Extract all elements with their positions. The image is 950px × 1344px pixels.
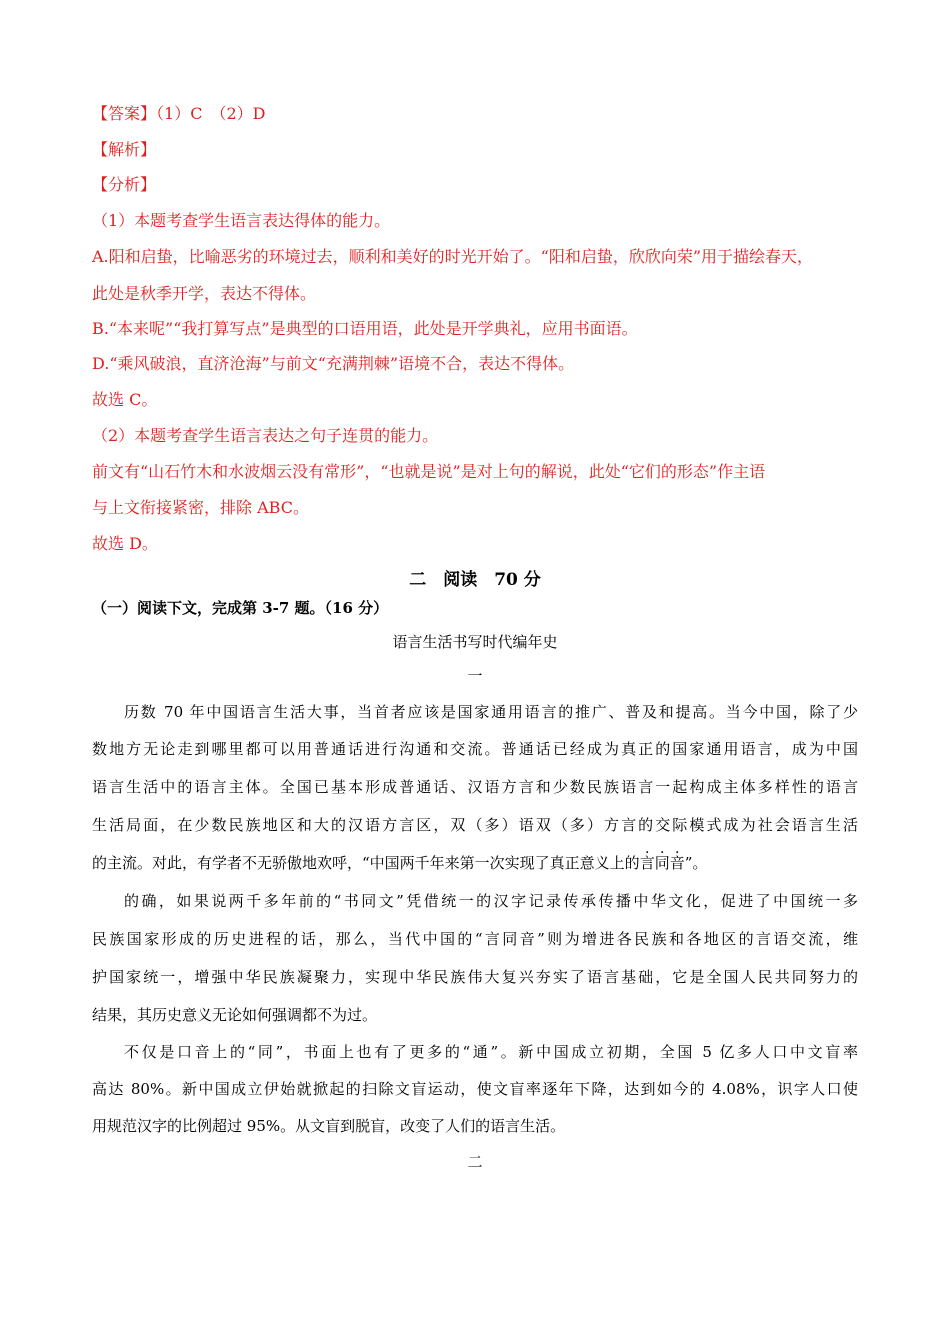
emphasis-char: 同 bbox=[654, 854, 670, 872]
q2-line2: 与上文衔接紧密，排除 ABC。 bbox=[92, 498, 309, 517]
section-subheading: （一）阅读下文，完成第 3-7 题。（16 分） bbox=[92, 599, 389, 617]
q1-option-d: D.“乘风破浪，直济沧海”与前文“充满荆棘”语境不合，表达不得体。 bbox=[92, 354, 575, 373]
article-p1-line: 历数 70 年中国语言生活大事，当首者应该是国家通用语言的推广、普及和提高。当今中国，除了少 bbox=[124, 703, 858, 721]
q2-line1: 前文有“山石竹木和水波烟云没有常形”，“也就是说”是对上句的解说，此处“它们的形态”作主语 bbox=[92, 462, 766, 481]
q1-conclusion: 故选 C。 bbox=[92, 390, 158, 409]
section-heading: 二 阅读 70 分 bbox=[409, 570, 541, 590]
fenxi-tag: 【分析】 bbox=[92, 175, 157, 194]
emphasis-char: 音 bbox=[669, 854, 685, 872]
article-p1-line: 生活局面，在少数民族地区和大的汉语方言区，双（多）语双（多）方言的交际模式成为社会语言生活 bbox=[92, 816, 858, 834]
article-p2-line: 护国家统一，增强中华民族凝聚力，实现中华民族伟大复兴夯实了语言基础，它是全国人民共同努力的 bbox=[92, 968, 858, 986]
q2-conclusion: 故选 D。 bbox=[92, 534, 158, 553]
q1-option-a-line1: A.阳和启蛰，比喻恶劣的环境过去，顺利和美好的时光开始了。“阳和启蛰，欣欣向荣”用于描绘春天， bbox=[92, 247, 814, 266]
q2-intro: （2）本题考查学生语言表达之句子连贯的能力。 bbox=[92, 426, 439, 445]
q1-option-a-line2: 此处是秋季开学，表达不得体。 bbox=[92, 284, 317, 303]
q1-option-b: B.“本来呢”“我打算写点”是典型的口语用语，此处是开学典礼，应用书面语。 bbox=[92, 319, 638, 338]
analysis-tag: 【解析】 bbox=[92, 140, 157, 159]
article-part-2-marker: 二 bbox=[467, 1153, 483, 1171]
answer-tag: 【答案】 bbox=[92, 104, 157, 123]
answer-text: （1）C （2）D bbox=[156, 104, 266, 123]
article-p1-line: 数地方无论走到哪里都可以用普通话进行沟通和交流。普通话已经成为真正的国家通用语言，成为中国 bbox=[92, 740, 858, 758]
article-p3-line: 用规范汉字的比例超过 95%。从文盲到脱盲，改变了人们的语言生活。 bbox=[92, 1117, 566, 1135]
article-p1-last-suffix: ”。 bbox=[684, 854, 708, 872]
article-p1-last-line bbox=[92, 852, 858, 874]
article-p1-line: 语言生活中的语言主体。全国已基本形成普通话、汉语方言和少数民族语言一起构成主体多样性的语言 bbox=[92, 778, 858, 796]
article-p2-line: 结果，其历史意义无论如何强调都不为过。 bbox=[92, 1006, 378, 1024]
article-p3-line: 不仅是口音上的“同”，书面上也有了更多的“通”。新中国成立初期，全国 5 亿多人口中文盲率 bbox=[124, 1043, 858, 1061]
article-p1-last-prefix: 的主流。对此，有学者不无骄傲地欢呼，“中国两千年来第一次实现了真正意义上的 bbox=[92, 854, 640, 872]
article-p2-line: 的确，如果说两千多年前的“书同文”凭借统一的汉字记录传承传播中华文化，促进了中国统一多 bbox=[124, 892, 858, 910]
q1-intro: （1）本题考查学生语言表达得体的能力。 bbox=[92, 211, 391, 230]
article-p2-line: 民族国家形成的历史进程的话，那么，当代中国的“言同音”则为增进各民族和各地区的言语交流，维 bbox=[92, 930, 858, 948]
answer-line bbox=[92, 103, 858, 125]
emphasis-char: 言 bbox=[639, 854, 655, 872]
article-title: 语言生活书写时代编年史 bbox=[392, 633, 558, 651]
article-part-1-marker: 一 bbox=[467, 667, 483, 685]
article-p3-line: 高达 80%。新中国成立伊始就掀起的扫除文盲运动，使文盲率逐年下降，达到如今的 4.08%，识字人口使 bbox=[92, 1080, 858, 1098]
